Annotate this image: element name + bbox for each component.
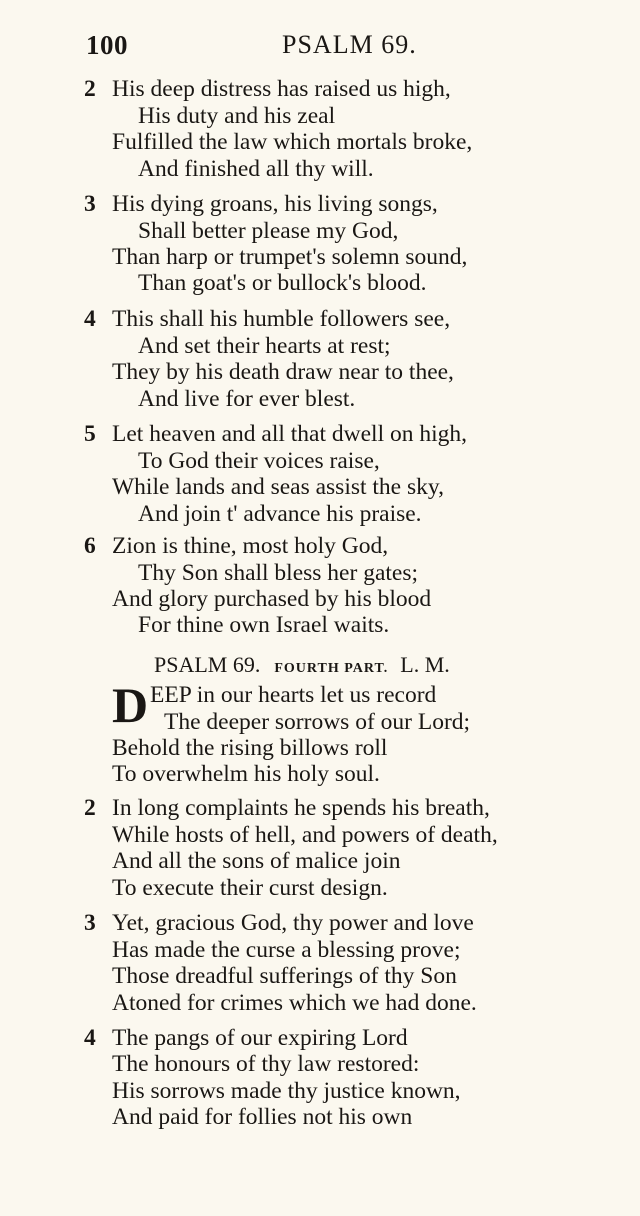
verse-line: And live for ever blest.	[138, 386, 356, 412]
verse-line: Than harp or trumpet's solemn sound,	[112, 244, 468, 270]
verse-line: While lands and seas assist the sky,	[112, 474, 444, 500]
verse-line: And all the sons of malice join	[112, 848, 401, 874]
verse-line: Those dreadful sufferings of thy Son	[112, 963, 457, 989]
verse-line: To God their voices raise,	[138, 448, 380, 474]
verse-line: His sorrows made thy justice known,	[112, 1078, 461, 1104]
verse-line: His dying groans, his living songs,	[112, 191, 438, 217]
verse-line: And set their hearts at rest;	[138, 333, 391, 359]
verse-line: The pangs of our expiring Lord	[112, 1025, 408, 1051]
verse-line: Than goat's or bullock's blood.	[138, 270, 427, 296]
verse-line: This shall his humble followers see,	[112, 306, 451, 332]
verse-line: The honours of thy law restored:	[112, 1051, 420, 1077]
verse-line: Behold the rising billows roll	[112, 735, 388, 761]
verse-line: And paid for follies not his own	[112, 1104, 413, 1130]
section-meter: L. M.	[400, 652, 450, 677]
verse-line: And join t' advance his praise.	[138, 501, 422, 527]
verse-line: To overwhelm his holy soul.	[112, 761, 380, 787]
verse-line: And glory purchased by his blood	[112, 586, 432, 612]
drop-capital: D	[112, 677, 149, 733]
verse-line: They by his death draw near to thee,	[112, 359, 454, 385]
stanza-number: 4	[84, 306, 96, 332]
stanza-number: 5	[84, 421, 96, 447]
stanza-number: 2	[84, 795, 96, 821]
page-number: 100	[86, 30, 128, 60]
verse-line: In long complaints he spends his breath,	[112, 795, 490, 821]
verse-line: Zion is thine, most holy God,	[112, 533, 389, 559]
running-title: PSALM 69.	[282, 30, 417, 59]
verse-line: And finished all thy will.	[138, 156, 374, 182]
stanza-number: 3	[84, 910, 96, 936]
verse-line: Let heaven and all that dwell on high,	[112, 421, 468, 447]
stanza-number: 2	[84, 76, 96, 102]
page-header	[0, 30, 640, 70]
verse-line: The deeper sorrows of our Lord;	[164, 709, 471, 735]
verse-line: Shall better please my God,	[138, 218, 399, 244]
stanza-number: 3	[84, 191, 96, 217]
verse-line: Atoned for crimes which we had done.	[112, 990, 477, 1016]
verse-line: Yet, gracious God, thy power and love	[112, 910, 474, 936]
section-heading	[154, 652, 450, 678]
section-part: FOURTH PART.	[274, 661, 389, 676]
verse-line: His deep distress has raised us high,	[112, 76, 451, 102]
verse-line: Fulfilled the law which mortals broke,	[112, 129, 473, 155]
stanza-number: 4	[84, 1025, 96, 1051]
verse-line: Thy Son shall bless her gates;	[138, 560, 419, 586]
verse-line: Has made the curse a blessing prove;	[112, 937, 461, 963]
stanza-number: 6	[84, 533, 96, 559]
verse-line: His duty and his zeal	[138, 103, 336, 129]
verse-line: For thine own Israel waits.	[138, 612, 390, 638]
section-title: PSALM 69.	[154, 652, 261, 677]
verse-line: While hosts of hell, and powers of death,	[112, 822, 498, 848]
verse-line: To execute their curst design.	[112, 875, 388, 901]
verse-line: EEP in our hearts let us record	[150, 682, 437, 708]
